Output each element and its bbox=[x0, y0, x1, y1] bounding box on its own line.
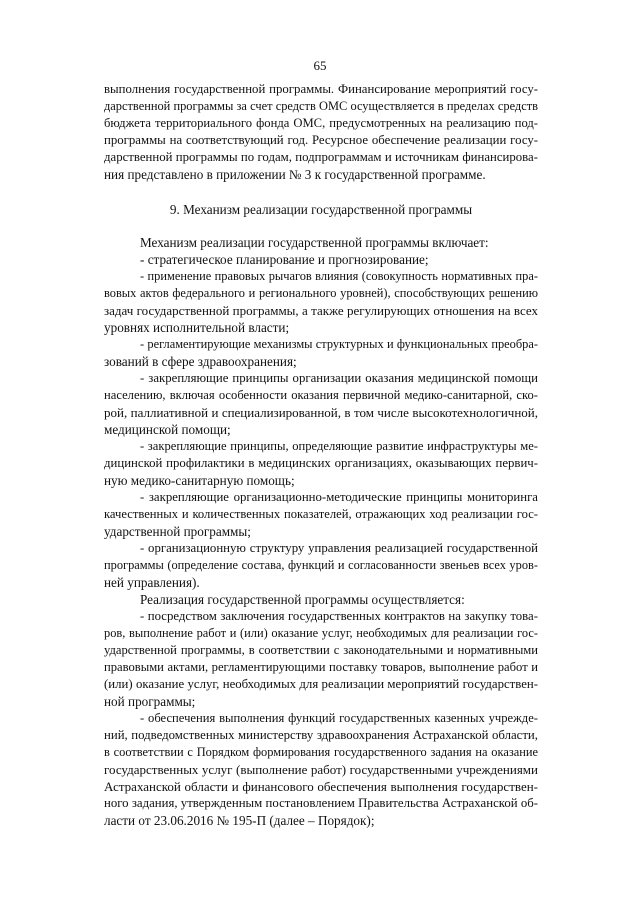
section-heading: 9. Механизм реализации государственной программы bbox=[169, 202, 473, 217]
text-line: дицинской профилактики в медицинских организациях, оказывающих первич- bbox=[104, 456, 538, 470]
text-line: программы (определение состава, функций и согласованности звеньев всех уров- bbox=[104, 558, 538, 572]
text-line: ной программы; bbox=[104, 694, 196, 709]
text-line: населению, включая особенности оказания первичной медико-санитарной, ско- bbox=[104, 388, 538, 402]
text-line: - закрепляющие принципы, определяющие развитие инфраструктуры ме- bbox=[140, 439, 538, 453]
text-line: Реализация государственной программы осуществляется: bbox=[140, 592, 465, 607]
text-line: Астраханской области и финансового обеспечения выполнения государствен- bbox=[104, 779, 538, 794]
text-line: - обеспечения выполнения функций государственных казенных учрежде- bbox=[140, 711, 538, 725]
text-line: - применение правовых рычагов влияния (совокупность нормативных пра- bbox=[140, 269, 538, 283]
text-line: (или) оказание услуг, необходимых для реализации мероприятий государствен- bbox=[104, 677, 538, 691]
text-line: - закрепляющие организационно-методические принципы мониторинга bbox=[140, 490, 538, 504]
text-line: бюджета территориального фонда ОМС, предусмотренных на реализацию под- bbox=[104, 116, 538, 130]
text-line: уровнях исполнительной власти; bbox=[104, 320, 290, 335]
text-line: ласти от 23.06.2016 № 195-П (далее – Порядок); bbox=[104, 813, 375, 828]
text-line: ную медико-санитарную помощь; bbox=[104, 473, 295, 488]
text-line: ударственной программы; bbox=[104, 524, 251, 539]
text-line: дарственной программы по годам, подпрограммам и источникам финансирова- bbox=[104, 150, 538, 164]
text-line: - закрепляющие принципы организации оказания медицинской помощи bbox=[140, 371, 538, 385]
text-line: дарственной программы за счет средств ОМС осуществляется в пределах средств bbox=[104, 99, 538, 113]
text-line: - стратегическое планирование и прогнозирование; bbox=[140, 252, 429, 267]
text-line: выполнения государственной программы. Финансирование мероприятий госу- bbox=[104, 82, 538, 96]
text-line: Механизм реализации государственной программы включает: bbox=[140, 235, 489, 250]
text-line: правовыми актами, регламентирующими поставку товаров, выполнение работ и bbox=[104, 660, 538, 674]
text-line: ней управления). bbox=[104, 575, 200, 590]
text-line: медицинской помощи; bbox=[104, 422, 231, 437]
body-text bbox=[104, 234, 538, 829]
text-line: - регламентирующие механизмы структурных и функциональных преобра- bbox=[140, 337, 538, 351]
text-line: - организационную структуру управления реализацией государственной bbox=[140, 541, 538, 555]
text-line: рой, паллиативной и специализированной, в том числе высокотехнологичной, bbox=[104, 405, 538, 420]
text-line: государственных услуг (выполнение работ) государственными учреждениями bbox=[104, 762, 538, 777]
page-number: 65 bbox=[313, 58, 327, 73]
text-line: качественных и количественных показателей, отражающих ход реализации гос- bbox=[104, 507, 538, 521]
intro-paragraph bbox=[104, 81, 538, 183]
text-line: ров, выполнение работ и (или) оказание услуг, необходимых для реализации гос- bbox=[104, 626, 538, 640]
text-line: ний, подведомственных министерству здравоохранения Астраханской области, bbox=[104, 728, 538, 742]
text-line: ного задания, утвержденным постановлением Правительства Астраханской об- bbox=[104, 796, 538, 810]
text-line: зований в сфере здравоохранения; bbox=[104, 354, 297, 369]
text-line: ударственной программы, в соответствии с законодательными и нормативными bbox=[104, 643, 538, 657]
text-line: задач государственной программы, а также регулирующих отношения на всех bbox=[104, 303, 538, 318]
text-line: программы на соответствующий год. Ресурсное обеспечение реализации госу- bbox=[104, 133, 538, 147]
text-line: - посредством заключения государственных контрактов на закупку това- bbox=[140, 609, 538, 623]
text-line: ния представлено в приложении № 3 к государственной программе. bbox=[104, 167, 486, 182]
text-line: в соответствии с Порядком формирования государственного задания на оказание bbox=[104, 745, 538, 759]
text-line: вовых актов федерального и регионального уровней), способствующих решению bbox=[104, 286, 538, 300]
